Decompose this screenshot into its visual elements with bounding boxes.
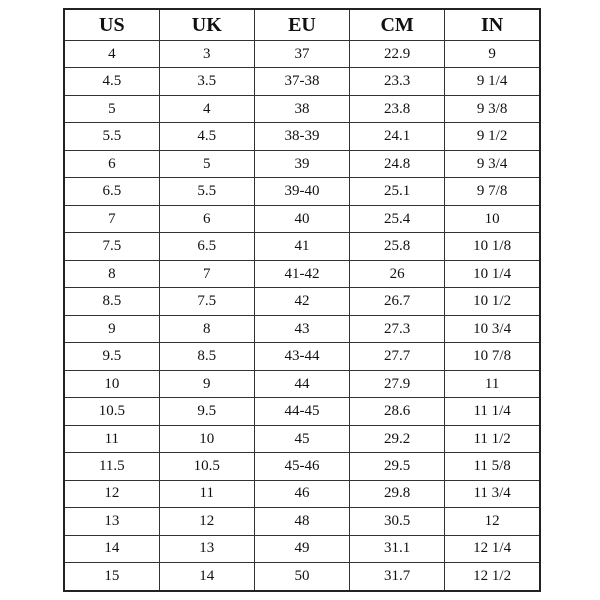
cell-us: 11 [64, 425, 159, 452]
cell-in: 11 5/8 [445, 453, 540, 480]
cell-uk: 5.5 [159, 178, 254, 205]
table-row [64, 123, 540, 150]
table-row [64, 480, 540, 507]
header-cell-eu: EU [254, 9, 349, 41]
cell-eu: 39-40 [254, 178, 349, 205]
cell-in: 9 [445, 41, 540, 68]
cell-eu: 40 [254, 205, 349, 232]
cell-eu: 41 [254, 233, 349, 260]
cell-in: 11 3/4 [445, 480, 540, 507]
cell-uk: 3.5 [159, 68, 254, 95]
cell-uk: 8.5 [159, 343, 254, 370]
cell-in: 10 1/4 [445, 260, 540, 287]
cell-eu: 37 [254, 41, 349, 68]
cell-us: 6.5 [64, 178, 159, 205]
cell-cm: 25.4 [350, 205, 445, 232]
cell-eu: 39 [254, 150, 349, 177]
cell-us: 11.5 [64, 453, 159, 480]
cell-eu: 38-39 [254, 123, 349, 150]
cell-in: 12 1/2 [445, 563, 540, 591]
cell-in: 10 [445, 205, 540, 232]
cell-uk: 3 [159, 41, 254, 68]
cell-us: 6 [64, 150, 159, 177]
table-row [64, 453, 540, 480]
table-body [64, 41, 540, 592]
cell-us: 4.5 [64, 68, 159, 95]
cell-cm: 30.5 [350, 508, 445, 535]
header-cell-us: US [64, 9, 159, 41]
cell-in: 9 3/8 [445, 95, 540, 122]
cell-us: 9 [64, 315, 159, 342]
cell-cm: 26.7 [350, 288, 445, 315]
header-row [64, 9, 540, 41]
table-row [64, 95, 540, 122]
cell-cm: 24.1 [350, 123, 445, 150]
cell-cm: 22.9 [350, 41, 445, 68]
table-row [64, 68, 540, 95]
table-row [64, 205, 540, 232]
cell-uk: 11 [159, 480, 254, 507]
table-row [64, 563, 540, 591]
cell-in: 9 1/2 [445, 123, 540, 150]
cell-eu: 42 [254, 288, 349, 315]
cell-in: 11 1/2 [445, 425, 540, 452]
cell-cm: 31.1 [350, 535, 445, 562]
table-row [64, 233, 540, 260]
table-header [64, 9, 540, 41]
cell-in: 10 1/8 [445, 233, 540, 260]
cell-in: 11 [445, 370, 540, 397]
cell-us: 14 [64, 535, 159, 562]
table-row [64, 41, 540, 68]
cell-uk: 4.5 [159, 123, 254, 150]
cell-eu: 45 [254, 425, 349, 452]
cell-uk: 7.5 [159, 288, 254, 315]
table-row [64, 150, 540, 177]
cell-cm: 29.8 [350, 480, 445, 507]
cell-uk: 9 [159, 370, 254, 397]
cell-eu: 41-42 [254, 260, 349, 287]
table-row [64, 425, 540, 452]
cell-in: 10 3/4 [445, 315, 540, 342]
table-row [64, 370, 540, 397]
cell-cm: 26 [350, 260, 445, 287]
cell-us: 10.5 [64, 398, 159, 425]
cell-us: 8 [64, 260, 159, 287]
cell-cm: 31.7 [350, 563, 445, 591]
cell-cm: 24.8 [350, 150, 445, 177]
cell-eu: 44-45 [254, 398, 349, 425]
cell-us: 13 [64, 508, 159, 535]
cell-uk: 10 [159, 425, 254, 452]
table-row [64, 315, 540, 342]
cell-uk: 9.5 [159, 398, 254, 425]
cell-cm: 29.5 [350, 453, 445, 480]
cell-uk: 10.5 [159, 453, 254, 480]
shoe-size-chart-table [63, 8, 541, 592]
cell-cm: 25.1 [350, 178, 445, 205]
cell-us: 5.5 [64, 123, 159, 150]
cell-uk: 8 [159, 315, 254, 342]
cell-uk: 12 [159, 508, 254, 535]
cell-us: 10 [64, 370, 159, 397]
cell-uk: 5 [159, 150, 254, 177]
cell-us: 5 [64, 95, 159, 122]
cell-cm: 23.3 [350, 68, 445, 95]
cell-uk: 14 [159, 563, 254, 591]
cell-cm: 28.6 [350, 398, 445, 425]
cell-us: 12 [64, 480, 159, 507]
cell-uk: 6 [159, 205, 254, 232]
cell-cm: 27.3 [350, 315, 445, 342]
table-row [64, 343, 540, 370]
cell-eu: 44 [254, 370, 349, 397]
header-cell-uk: UK [159, 9, 254, 41]
cell-in: 9 3/4 [445, 150, 540, 177]
table-row [64, 535, 540, 562]
table-row [64, 288, 540, 315]
cell-uk: 6.5 [159, 233, 254, 260]
header-cell-in: IN [445, 9, 540, 41]
table-row [64, 398, 540, 425]
cell-uk: 7 [159, 260, 254, 287]
cell-us: 7.5 [64, 233, 159, 260]
table-row [64, 260, 540, 287]
cell-us: 7 [64, 205, 159, 232]
cell-eu: 43 [254, 315, 349, 342]
cell-eu: 38 [254, 95, 349, 122]
cell-in: 12 1/4 [445, 535, 540, 562]
cell-in: 9 7/8 [445, 178, 540, 205]
cell-cm: 27.7 [350, 343, 445, 370]
cell-eu: 37-38 [254, 68, 349, 95]
table-row [64, 508, 540, 535]
cell-us: 8.5 [64, 288, 159, 315]
cell-eu: 50 [254, 563, 349, 591]
cell-cm: 29.2 [350, 425, 445, 452]
cell-eu: 43-44 [254, 343, 349, 370]
cell-us: 15 [64, 563, 159, 591]
cell-cm: 27.9 [350, 370, 445, 397]
cell-in: 12 [445, 508, 540, 535]
header-cell-cm: CM [350, 9, 445, 41]
cell-in: 10 7/8 [445, 343, 540, 370]
cell-eu: 49 [254, 535, 349, 562]
cell-in: 11 1/4 [445, 398, 540, 425]
cell-eu: 48 [254, 508, 349, 535]
cell-uk: 13 [159, 535, 254, 562]
cell-eu: 45-46 [254, 453, 349, 480]
cell-us: 9.5 [64, 343, 159, 370]
cell-uk: 4 [159, 95, 254, 122]
cell-cm: 25.8 [350, 233, 445, 260]
cell-cm: 23.8 [350, 95, 445, 122]
cell-us: 4 [64, 41, 159, 68]
cell-in: 10 1/2 [445, 288, 540, 315]
cell-eu: 46 [254, 480, 349, 507]
table-row [64, 178, 540, 205]
cell-in: 9 1/4 [445, 68, 540, 95]
